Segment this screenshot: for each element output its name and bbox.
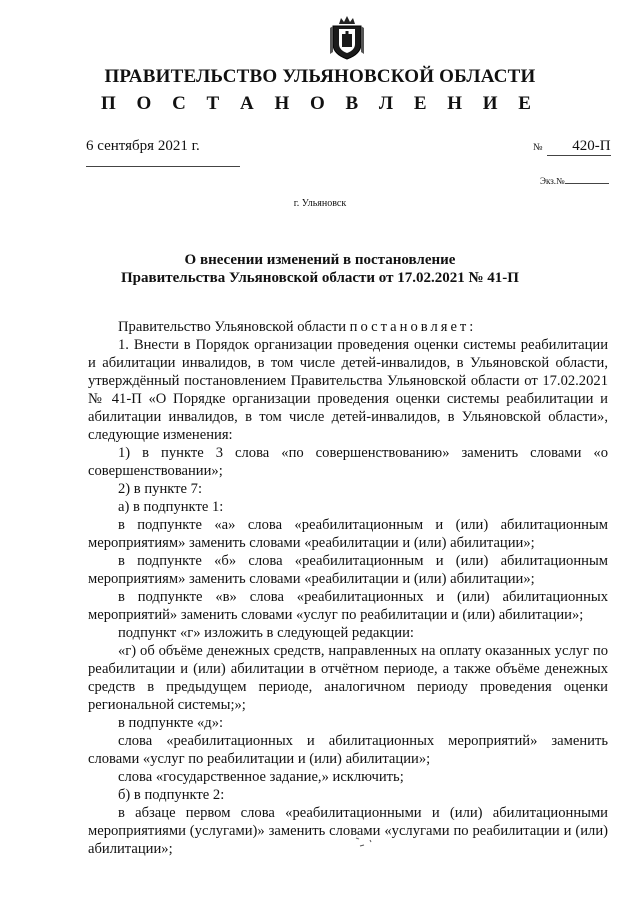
document-body (88, 318, 608, 858)
paragraph-9: «г) об объёме денежных средств, направленных на оплату оказанных услуг по реабилитации и (или) абилитации в отчётном периоде, а также объёме денежных средств в предыдущем периоде, аналогичном периоду проведения оценки региональной системы;»; (88, 643, 608, 713)
paragraph-4: а) в подпункте 1: (118, 499, 224, 515)
number-sign: № (533, 142, 543, 153)
stray-marks (352, 832, 382, 856)
paragraph-12: слова «государственное задание,» исключить; (118, 769, 404, 785)
paragraph-14: в абзаце первом слова «реабилитационными и (или) абилитационными мероприятиями (услугами)» заменить словами «услугами по реабилитации и (или) абилитации»; (88, 805, 608, 857)
intro-verb: постановляет: (349, 319, 477, 335)
copy-label: Экз.№ (540, 176, 565, 186)
coat-of-arms-icon (330, 14, 364, 60)
copy-number (540, 176, 609, 186)
intro-paragraph (88, 318, 608, 336)
paragraph-7: в подпункте «в» слова «реабилитационных и (или) абилитационных мероприятий» заменить словами «услуг по реабилитации и (или) абилитации»; (88, 589, 608, 623)
number-value: 420-П (547, 138, 611, 156)
paragraph-1: 1. Внести в Порядок организации проведения оценки системы реабилитации и абилитации инвалидов, в том числе детей-инвалидов, в Ульяновской области, утверждённый постановлением Правительства Ульяновской области от 17.02.2021 № 41-П «О Порядке организации проведения оценки системы реабилитации и абилитации инвалидов, в том числе детей-инвалидов, в Ульяновской области», следующие изменения: (88, 337, 608, 443)
paragraph-8: подпункт «г» изложить в следующей редакции: (118, 625, 414, 641)
paragraph-5: в подпункте «а» слова «реабилитационным и (или) абилитационным мероприятиям» заменить словами «реабилитации и (или) абилитации»; (88, 517, 608, 551)
paragraph-13: б) в подпункте 2: (118, 787, 225, 803)
paragraph-3: 2) в пункте 7: (118, 481, 203, 497)
document-type: П О С Т А Н О В Л Е Н И Е (101, 93, 539, 114)
document-subject (0, 251, 640, 287)
intro-text: Правительство Ульяновской области (118, 319, 350, 335)
subject-line-2: Правительства Ульяновской области от 17.02.2021 № 41-П (121, 270, 519, 286)
copy-underline (565, 183, 609, 184)
subject-line-1: О внесении изменений в постановление (184, 252, 456, 268)
date-underline (86, 166, 240, 167)
paragraph-11: слова «реабилитационных и абилитационных мероприятий» заменить словами «услуг по реабилитации и (или) абилитации»; (88, 733, 608, 767)
government-title: ПРАВИТЕЛЬСТВО УЛЬЯНОВСКОЙ ОБЛАСТИ (104, 66, 536, 87)
document-number (533, 138, 611, 156)
paragraph-10: в подпункте «д»: (118, 715, 224, 731)
paragraph-2: 1) в пункте 3 слова «по совершенствованию» заменить словами «о совершенствовании»; (88, 445, 608, 479)
city: г. Ульяновск (293, 198, 347, 209)
paragraph-6: в подпункте «б» слова «реабилитационным и (или) абилитационным мероприятиям» заменить словами «реабилитации и (или) абилитации»; (88, 553, 608, 587)
document-date: 6 сентября 2021 г. (86, 138, 200, 154)
